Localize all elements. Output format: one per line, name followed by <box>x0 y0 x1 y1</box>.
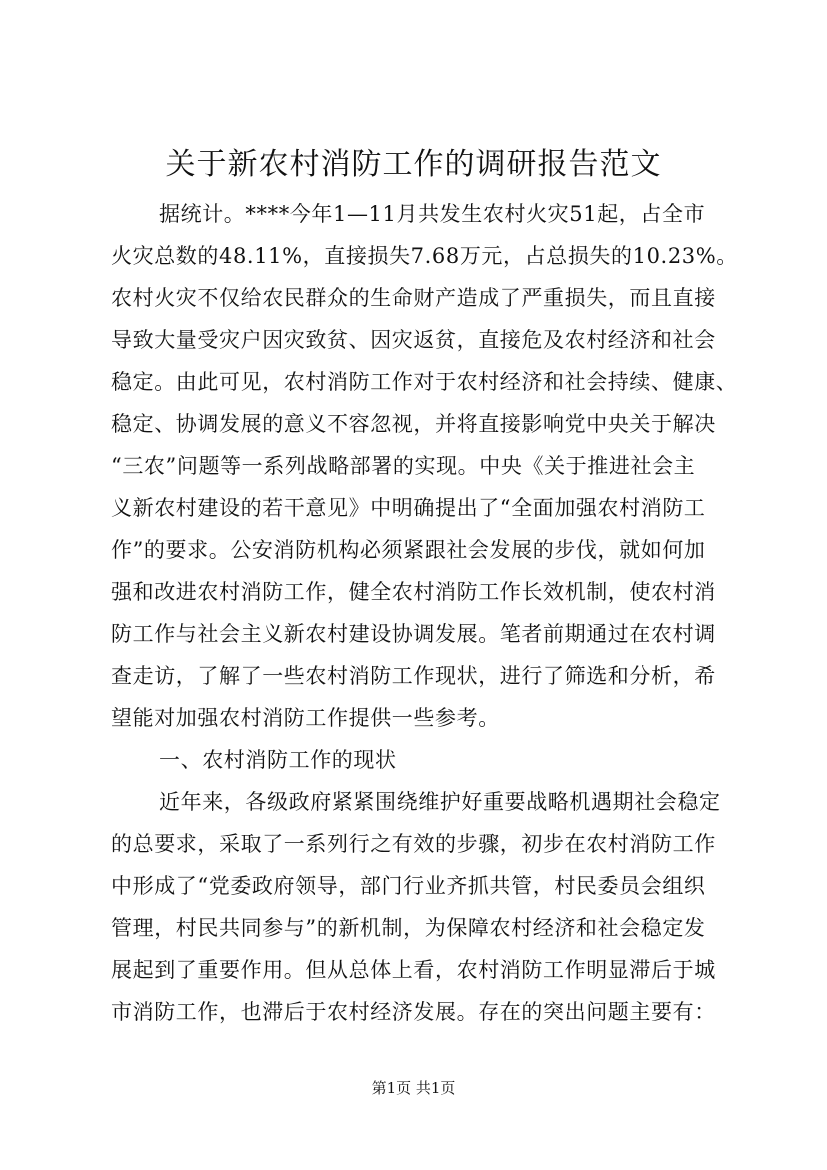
paragraph-line: 管理，村民共同参与”的新机制，为保障农村经济和社会稳定发 <box>111 916 706 940</box>
paragraph-line: “三农”问题等一系列战略部署的实现。中央《关于推进社会主 <box>111 454 696 478</box>
paragraph-line: 望能对加强农村消防工作提供一些参考。 <box>111 706 500 730</box>
paragraph-line: 作”的要求。公安消防机构必须紧跟社会发展的步伐，就如何加 <box>111 538 706 562</box>
paragraph-line: 的总要求，采取了一系列行之有效的步骤，初步在农村消防工作 <box>111 832 716 856</box>
paragraph-line: 近年来，各级政府紧紧围绕维护好重要战略机遇期社会稳定 <box>159 790 721 814</box>
paragraph-line: 防工作与社会主义新农村建设协调发展。笔者前期通过在农村调 <box>111 622 716 646</box>
paragraph-line: 市消防工作，也滞后于农村经济发展。存在的突出问题主要有： <box>111 1000 716 1024</box>
paragraph-line: 农村火灾不仅给农民群众的生命财产造成了严重损失，而且直接 <box>111 286 716 310</box>
paragraph-line: 中形成了“党委政府领导，部门行业齐抓共管，村民委员会组织 <box>111 874 706 898</box>
paragraph-line: 稳定。由此可见，农村消防工作对于农村经济和社会持续、健康、 <box>111 370 738 394</box>
document-title: 关于新农村消防工作的调研报告范文 <box>165 147 662 182</box>
paragraph-line: 强和改进农村消防工作，健全农村消防工作长效机制，使农村消 <box>111 580 716 604</box>
paragraph-line: 导致大量受灾户因灾致贫、因灾返贫，直接危及农村经济和社会 <box>111 328 716 352</box>
page-number-footer: 第1页 共1页 <box>371 1079 456 1097</box>
paragraph-line: 火灾总数的48.11%，直接损失7.68万元，占总损失的10.23%。 <box>111 244 738 268</box>
paragraph-line: 展起到了重要作用。但从总体上看，农村消防工作明显滞后于城 <box>111 958 716 982</box>
paragraph-line: 据统计。****今年1—11月共发生农村火灾51起，占全市 <box>159 202 706 226</box>
paragraph-line: 查走访，了解了一些农村消防工作现状，进行了筛选和分析，希 <box>111 664 716 688</box>
paragraph-line: 稳定、协调发展的意义不容忽视，并将直接影响党中央关于解决 <box>111 412 716 436</box>
section-heading: 一、农村消防工作的现状 <box>159 748 397 772</box>
paragraph-line: 义新农村建设的若干意见》中明确提出了“全面加强农村消防工 <box>111 496 706 520</box>
